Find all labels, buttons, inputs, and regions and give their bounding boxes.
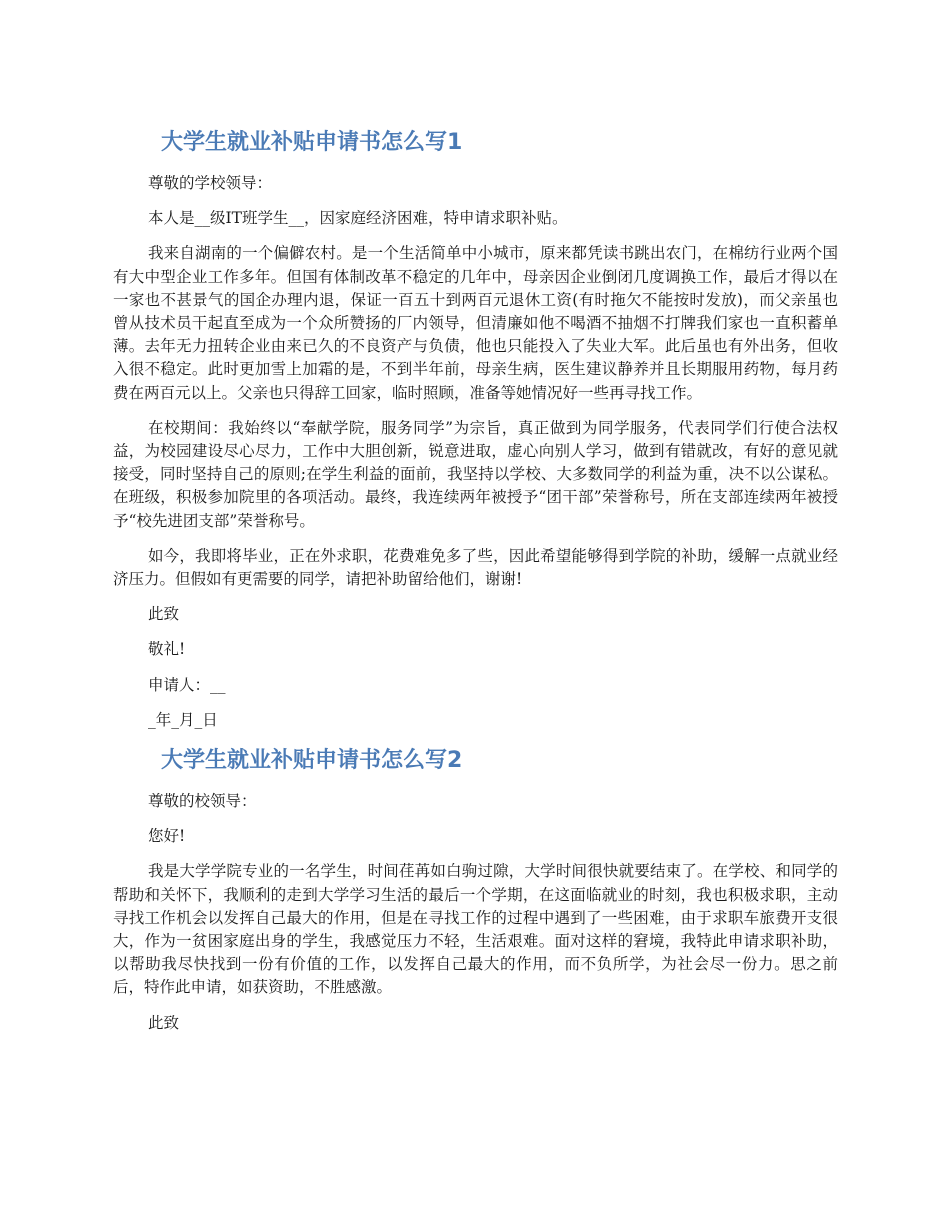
- section-2-paragraph-1: 我是大学学院专业的一名学生，时间荏苒如白驹过隙，大学时间很快就要结束了。在学校、和同学的帮助和关怀下，我顺利的走到大学学习生活的最后一个学期，在这面临就业的时刻，我也积极求职，主动寻找工作机会以发挥自己最大的作用，但是在寻找工作的过程中遇到了一些困难，由于求职车旅费开支很大，作为一贫困家庭出身的学生，我感觉压力不轻，生活艰难。面对这样的窘境，我特此申请求职补助，以帮助我尽快找到一份有价值的工作，以发挥自己最大的作用，而不负所学，为社会尽一份力。思之前后，特作此申请，如获资助，不胜感激。: [113, 862, 838, 997]
- section-1-closing: 此致: [148, 605, 180, 624]
- section-1-applicant: 申请人：__: [148, 675, 226, 694]
- section-1-salutation: 尊敬的学校领导：: [148, 174, 273, 192]
- section-1-regards: 敬礼!: [148, 640, 186, 659]
- document-body: [113, 126, 838, 1047]
- section-2-closing: 此致: [148, 1013, 180, 1032]
- section-1-date: _年_月_日: [148, 710, 218, 729]
- section-1-title: 大学生就业补贴申请书怎么写1: [161, 130, 463, 155]
- section-2-title: 大学生就业补贴申请书怎么写2: [161, 748, 463, 774]
- section-2-salutation: 尊敬的校领导：: [148, 792, 257, 811]
- section-1-paragraph-1: 我来自湖南的一个偏僻农村。是一个生活简单中小城市，原来都凭读书跳出农门，在棉纺行业两个国有大中型企业工作多年。但国有体制改革不稳定的几年中，母亲因企业倒闭几度调换工作，最后才得以在一家也不甚景气的国企办理内退，保证一百五十到两百元退休工资(有时拖欠不能按时发放)，而父亲虽也曾从技术员干起直至成为一个众所赞扬的厂内领导，但清廉如他不喝酒不抽烟不打牌我们家也一直积蓄单薄。去年无力扭转企业由来已久的不良资产与负债，他也只能投入了失业大军。此后虽也有外出务，但收入很不稳定。此时更加雪上加霜的是，不到半年前，母亲生病，医生建议静养并且长期服用药物，每月药费在两百元以上。父亲也只得辞工回家，临时照顾，准备等她情况好一些再寻找工作。: [113, 244, 838, 402]
- section-1-intro: 本人是__级IT班学生__，因家庭经济困难，特申请求职补贴。: [148, 209, 568, 228]
- section-2-greeting: 您好!: [148, 827, 186, 846]
- section-1-paragraph-3: 如今，我即将毕业，正在外求职，花费难免多了些，因此希望能够得到学院的补助，缓解一点就业经济压力。但假如有更需要的同学，请把补助留给他们，谢谢!: [113, 546, 838, 589]
- section-1-paragraph-2: 在校期间：我始终以“奉献学院，服务同学”为宗旨，真正做到为同学服务，代表同学们行使合法权益，为校园建设尽心尽力，工作中大胆创新，锐意进取，虚心向别人学习，做到有错就改，有好的意见就接受，同时坚持自己的原则;在学生利益的面前，我坚持以学校、大多数同学的利益为重，决不以公谋私。在班级，积极参加院里的各项活动。最终，我连续两年被授予“团干部”荣誉称号，所在支部连续两年被授予“校先进团支部”荣誉称号。: [113, 418, 838, 530]
